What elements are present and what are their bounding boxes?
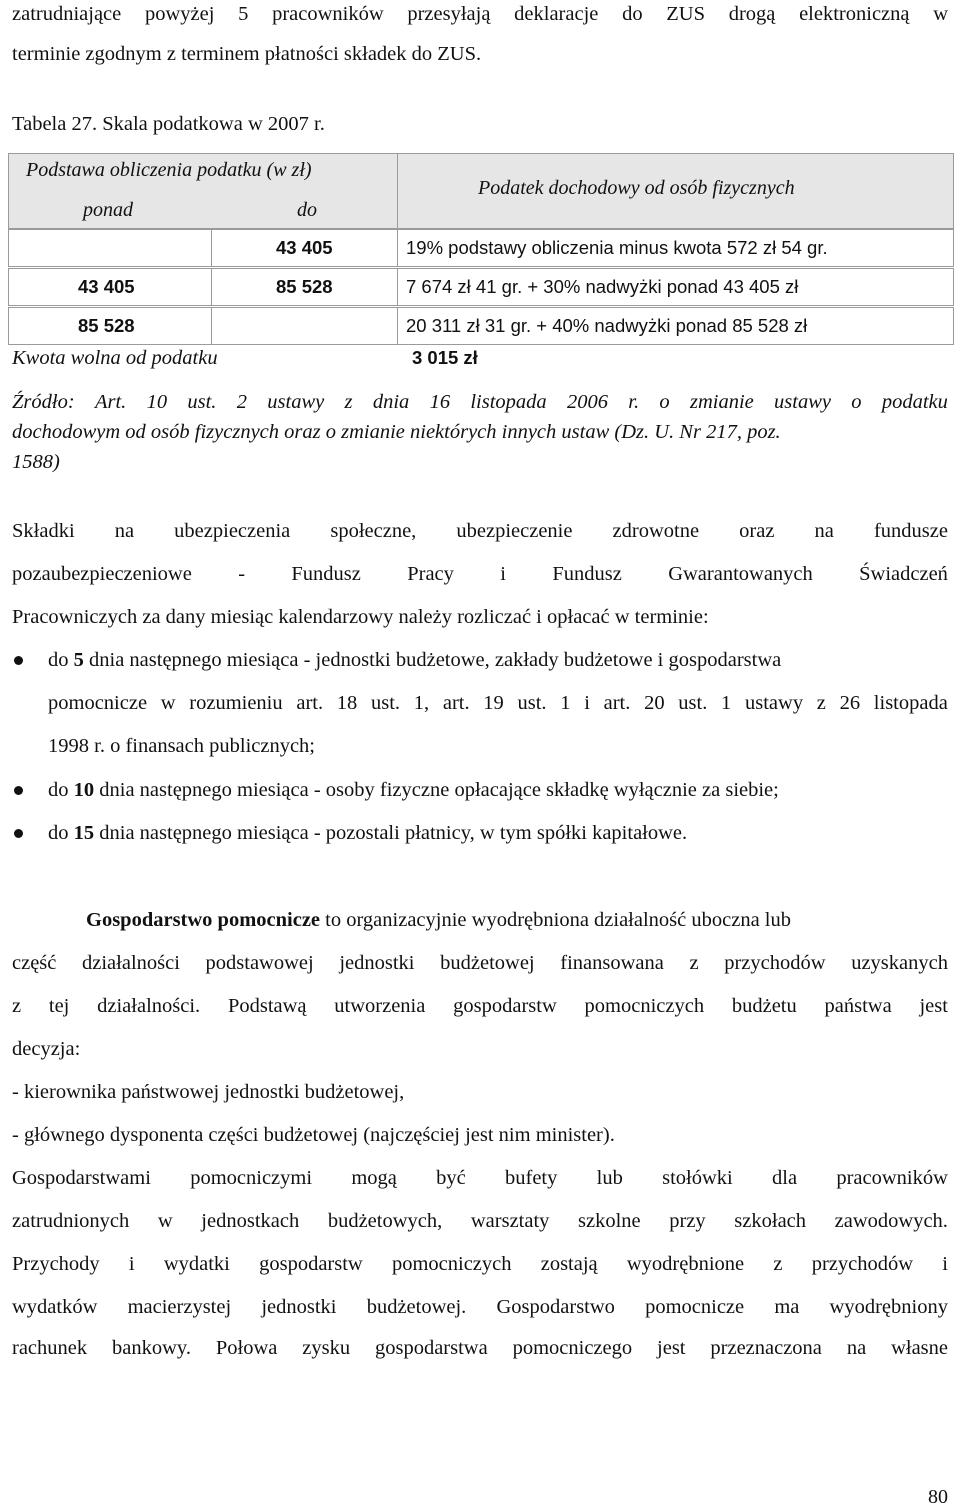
word: ust. [678, 692, 708, 714]
word: i [500, 563, 506, 585]
word: państwa [824, 995, 892, 1017]
page-number: 80 [928, 1486, 948, 1508]
word: 16 [429, 391, 451, 413]
word: o [851, 391, 862, 413]
word: część [12, 952, 57, 974]
word: lub [596, 1167, 623, 1189]
gosp-line-4: decyzja: [12, 1038, 81, 1060]
word: Gospodarstwami [12, 1167, 151, 1189]
word: zdrowotne [612, 520, 700, 542]
word: przy [669, 1210, 706, 1232]
header-from: ponad [83, 199, 133, 221]
word: jest [657, 1337, 686, 1359]
word: rozumieniu [189, 692, 283, 714]
word: w [160, 692, 176, 714]
gosp-line-6: - głównego dysponenta części budżetowej (najczęściej jest nim minister). [12, 1124, 615, 1146]
word: Pracy [407, 563, 454, 585]
contrib-line-3: Pracowniczych za dany miesiąc kalendarzowy należy rozliczać i opłacać w terminie: [12, 606, 709, 628]
word: uzyskanych [851, 952, 948, 974]
word: na [846, 1337, 867, 1359]
word: fundusze [873, 520, 948, 542]
row1-from-box [8, 229, 212, 267]
bullet-3-prefix: do [48, 822, 74, 844]
free-amount-label-text: Kwota wolna od podatku [12, 347, 218, 369]
word: wyodrębnione [626, 1253, 745, 1275]
row1-to: 43 405 [276, 237, 333, 258]
word: budżetowej [440, 952, 535, 974]
bullet-1-line-1 [48, 648, 948, 672]
word: z [689, 952, 699, 974]
word: 10 [146, 391, 168, 413]
word: z [816, 692, 826, 714]
gosp-bold-term: Gospodarstwo pomocnicze [86, 909, 321, 931]
bullet-1-line-3: 1998 r. o finansach publicznych; [48, 735, 316, 757]
word: gospodarstw [453, 995, 557, 1017]
word: Podstawą [227, 995, 307, 1017]
word: o [659, 391, 670, 413]
word: 1 [560, 692, 571, 714]
word: ust. [187, 391, 217, 413]
bullet-2-day: 10 [73, 779, 95, 801]
word: ust. [371, 692, 401, 714]
word: wyodrębniony [829, 1296, 948, 1318]
bullet-1-text: dnia następnego miesiąca - jednostki budżetowe, zakłady budżetowe i gospodarstwa [83, 649, 782, 671]
gosp-line-8 [12, 1209, 948, 1233]
word: pomocniczego [512, 1337, 633, 1359]
word: Świadczeń [859, 563, 948, 585]
gosp-line-11 [12, 1336, 948, 1360]
bullet-1-day: 5 [73, 649, 84, 671]
source-line-1 [12, 390, 948, 414]
word: pozaubezpieczeniowe [12, 563, 192, 585]
intro-line-1: zatrudniające powyżej 5 pracowników przesyłają deklaracje do ZUS drogą elektroniczną w [12, 3, 948, 25]
word: budżetowej. [366, 1296, 467, 1318]
header-to: do [297, 199, 317, 221]
bullet-2-line-1 [48, 778, 948, 802]
gosp-line-1-content [86, 908, 791, 932]
word: 2006 [566, 391, 608, 413]
row2-from: 43 405 [78, 276, 135, 297]
word: zawodowych. [834, 1210, 948, 1232]
row3-from: 85 528 [78, 315, 135, 336]
bullet-2-text: dnia następnego miesiąca - osoby fizyczne opłacające składkę wyłącznie za siebie; [94, 779, 779, 801]
word: z [12, 995, 22, 1017]
tax-scale-table [8, 153, 954, 346]
gosp-line-5: - kierownika państwowej jednostki budżetowej, [12, 1081, 405, 1103]
word: mogą [351, 1167, 397, 1189]
word: zysku [302, 1337, 351, 1359]
word: gospodarstw [259, 1253, 363, 1275]
word: zatrudnionych [12, 1210, 130, 1232]
gosp-line-1 [86, 908, 948, 932]
bullet-3-line-1 [48, 821, 948, 845]
row2-tax: 7 674 zł 41 gr. + 30% nadwyżki ponad 43 405 zł [406, 276, 799, 297]
bullet-dot [14, 829, 23, 838]
word: przeznaczona [710, 1337, 822, 1359]
word: na [814, 520, 834, 542]
word: 26 [839, 692, 861, 714]
word: szkołach [734, 1210, 807, 1232]
word: ubezpieczenia [174, 520, 291, 542]
word: i [942, 1253, 948, 1275]
word: Fundusz [291, 563, 361, 585]
word: gospodarstwa [374, 1337, 488, 1359]
word: art. [442, 692, 470, 714]
word: przychodów [724, 952, 826, 974]
word: bufety [505, 1167, 558, 1189]
word: listopada [873, 692, 948, 714]
word: Fundusz [552, 563, 622, 585]
word: pracowników [836, 1167, 948, 1189]
word: zmianie [689, 391, 754, 413]
word: pomocnicze [645, 1296, 745, 1318]
word: jednostkach [201, 1210, 300, 1232]
bullet-1-line-2 [48, 691, 948, 715]
word: dnia [372, 391, 410, 413]
word: z [344, 391, 353, 413]
word: działalności [82, 952, 180, 974]
word: 1 [721, 692, 732, 714]
word: budżetowych, [327, 1210, 443, 1232]
word: 2 [236, 391, 247, 413]
word: pomocnicze [48, 692, 148, 714]
word: 1, [413, 692, 430, 714]
word: Art. [94, 391, 127, 413]
word: dla [772, 1167, 798, 1189]
word: jednostki [339, 952, 415, 974]
row3-tax: 20 311 zł 31 gr. + 40% nadwyżki ponad 85 528 zł [406, 315, 808, 336]
header-tax: Podatek dochodowy od osób fizycznych [478, 177, 795, 199]
word: wydatków [12, 1296, 98, 1318]
word: ustawy [745, 692, 804, 714]
word: własne [891, 1337, 948, 1359]
gosp-line-10 [12, 1295, 948, 1319]
word: przychodów [811, 1253, 914, 1275]
word: macierzystej [127, 1296, 232, 1318]
word: bankowy. [112, 1337, 191, 1359]
source-line-3: 1588) [12, 451, 60, 473]
word: 18 [336, 692, 358, 714]
word: ubezpieczenie [456, 520, 573, 542]
word: zostają [540, 1253, 598, 1275]
gosp-line-9 [12, 1252, 948, 1276]
word: art. [296, 692, 324, 714]
row3-to-box [211, 307, 398, 345]
gosp-line-3 [12, 994, 948, 1018]
word: utworzenia [334, 995, 426, 1017]
row1-tax: 19% podstawy obliczenia minus kwota 572 zł 54 gr. [406, 237, 828, 258]
word: 19 [483, 692, 504, 714]
word: ustawy [774, 391, 831, 413]
word: pomocniczych [584, 995, 705, 1017]
row2-to: 85 528 [276, 276, 333, 297]
word: na [114, 520, 135, 542]
word: ustawy [267, 391, 325, 413]
word: i [128, 1253, 135, 1275]
word: wydatki [163, 1253, 230, 1275]
free-amount-value: 3 015 zł [412, 347, 478, 368]
word: r. [628, 391, 640, 413]
word: Przychody [12, 1253, 100, 1275]
bullet-3-text: dnia następnego miesiąca - pozostali płatnicy, w tym spółki kapitałowe. [94, 822, 688, 844]
gosp-line-1-rest: to organizacyjnie wyodrębniona działalność uboczna lub [320, 909, 791, 931]
word: być [436, 1167, 466, 1189]
word: warsztaty [470, 1210, 550, 1232]
contrib-line-2 [12, 562, 948, 586]
word: jest [919, 995, 948, 1017]
word: jednostki [261, 1296, 337, 1318]
word: ust. [517, 692, 547, 714]
bullet-dot [14, 656, 23, 665]
word: Źródło: [12, 391, 75, 413]
word: Gospodarstwo [496, 1296, 615, 1318]
bullet-1-prefix: do [48, 649, 74, 671]
bullet-dot [14, 786, 23, 795]
word: finansowana [560, 952, 664, 974]
word: listopada [470, 391, 547, 413]
word: budżetu [731, 995, 797, 1017]
word: stołówki [662, 1167, 733, 1189]
gosp-line-7 [12, 1166, 948, 1190]
word: rachunek [12, 1337, 88, 1359]
word: pomocniczych [391, 1253, 512, 1275]
word: tej [48, 995, 70, 1017]
header-basis: Podstawa obliczenia podatku (w zł) [26, 159, 312, 181]
source-line-2: dochodowym od osób fizycznych oraz o zmianie niektórych innych ustaw (Dz. U. Nr 217, poz. [12, 421, 781, 443]
word: pomocniczymi [190, 1167, 313, 1189]
word: art. [603, 692, 631, 714]
word: 20 [644, 692, 665, 714]
word: podstawowej [205, 952, 314, 974]
table-caption: Tabela 27. Skala podatkowa w 2007 r. [12, 113, 325, 135]
word: z [773, 1253, 783, 1275]
word: oraz [739, 520, 775, 542]
word: ma [774, 1296, 800, 1318]
word: podatku [881, 391, 948, 413]
word: i [584, 692, 590, 714]
intro-line-2: terminie zgodnym z terminem płatności składek do ZUS. [12, 43, 482, 65]
word: społeczne, [330, 520, 417, 542]
word: - [238, 563, 246, 585]
word: w [157, 1210, 173, 1232]
contrib-line-1 [12, 519, 948, 543]
word: działalności. [97, 995, 201, 1017]
word: szkolne [578, 1210, 641, 1232]
bullet-3-day: 15 [73, 822, 95, 844]
word: Gwarantowanych [668, 563, 813, 585]
gosp-line-2 [12, 951, 948, 975]
word: Składki [12, 520, 75, 542]
word: Połowa [215, 1337, 278, 1359]
bullet-2-prefix: do [48, 779, 74, 801]
